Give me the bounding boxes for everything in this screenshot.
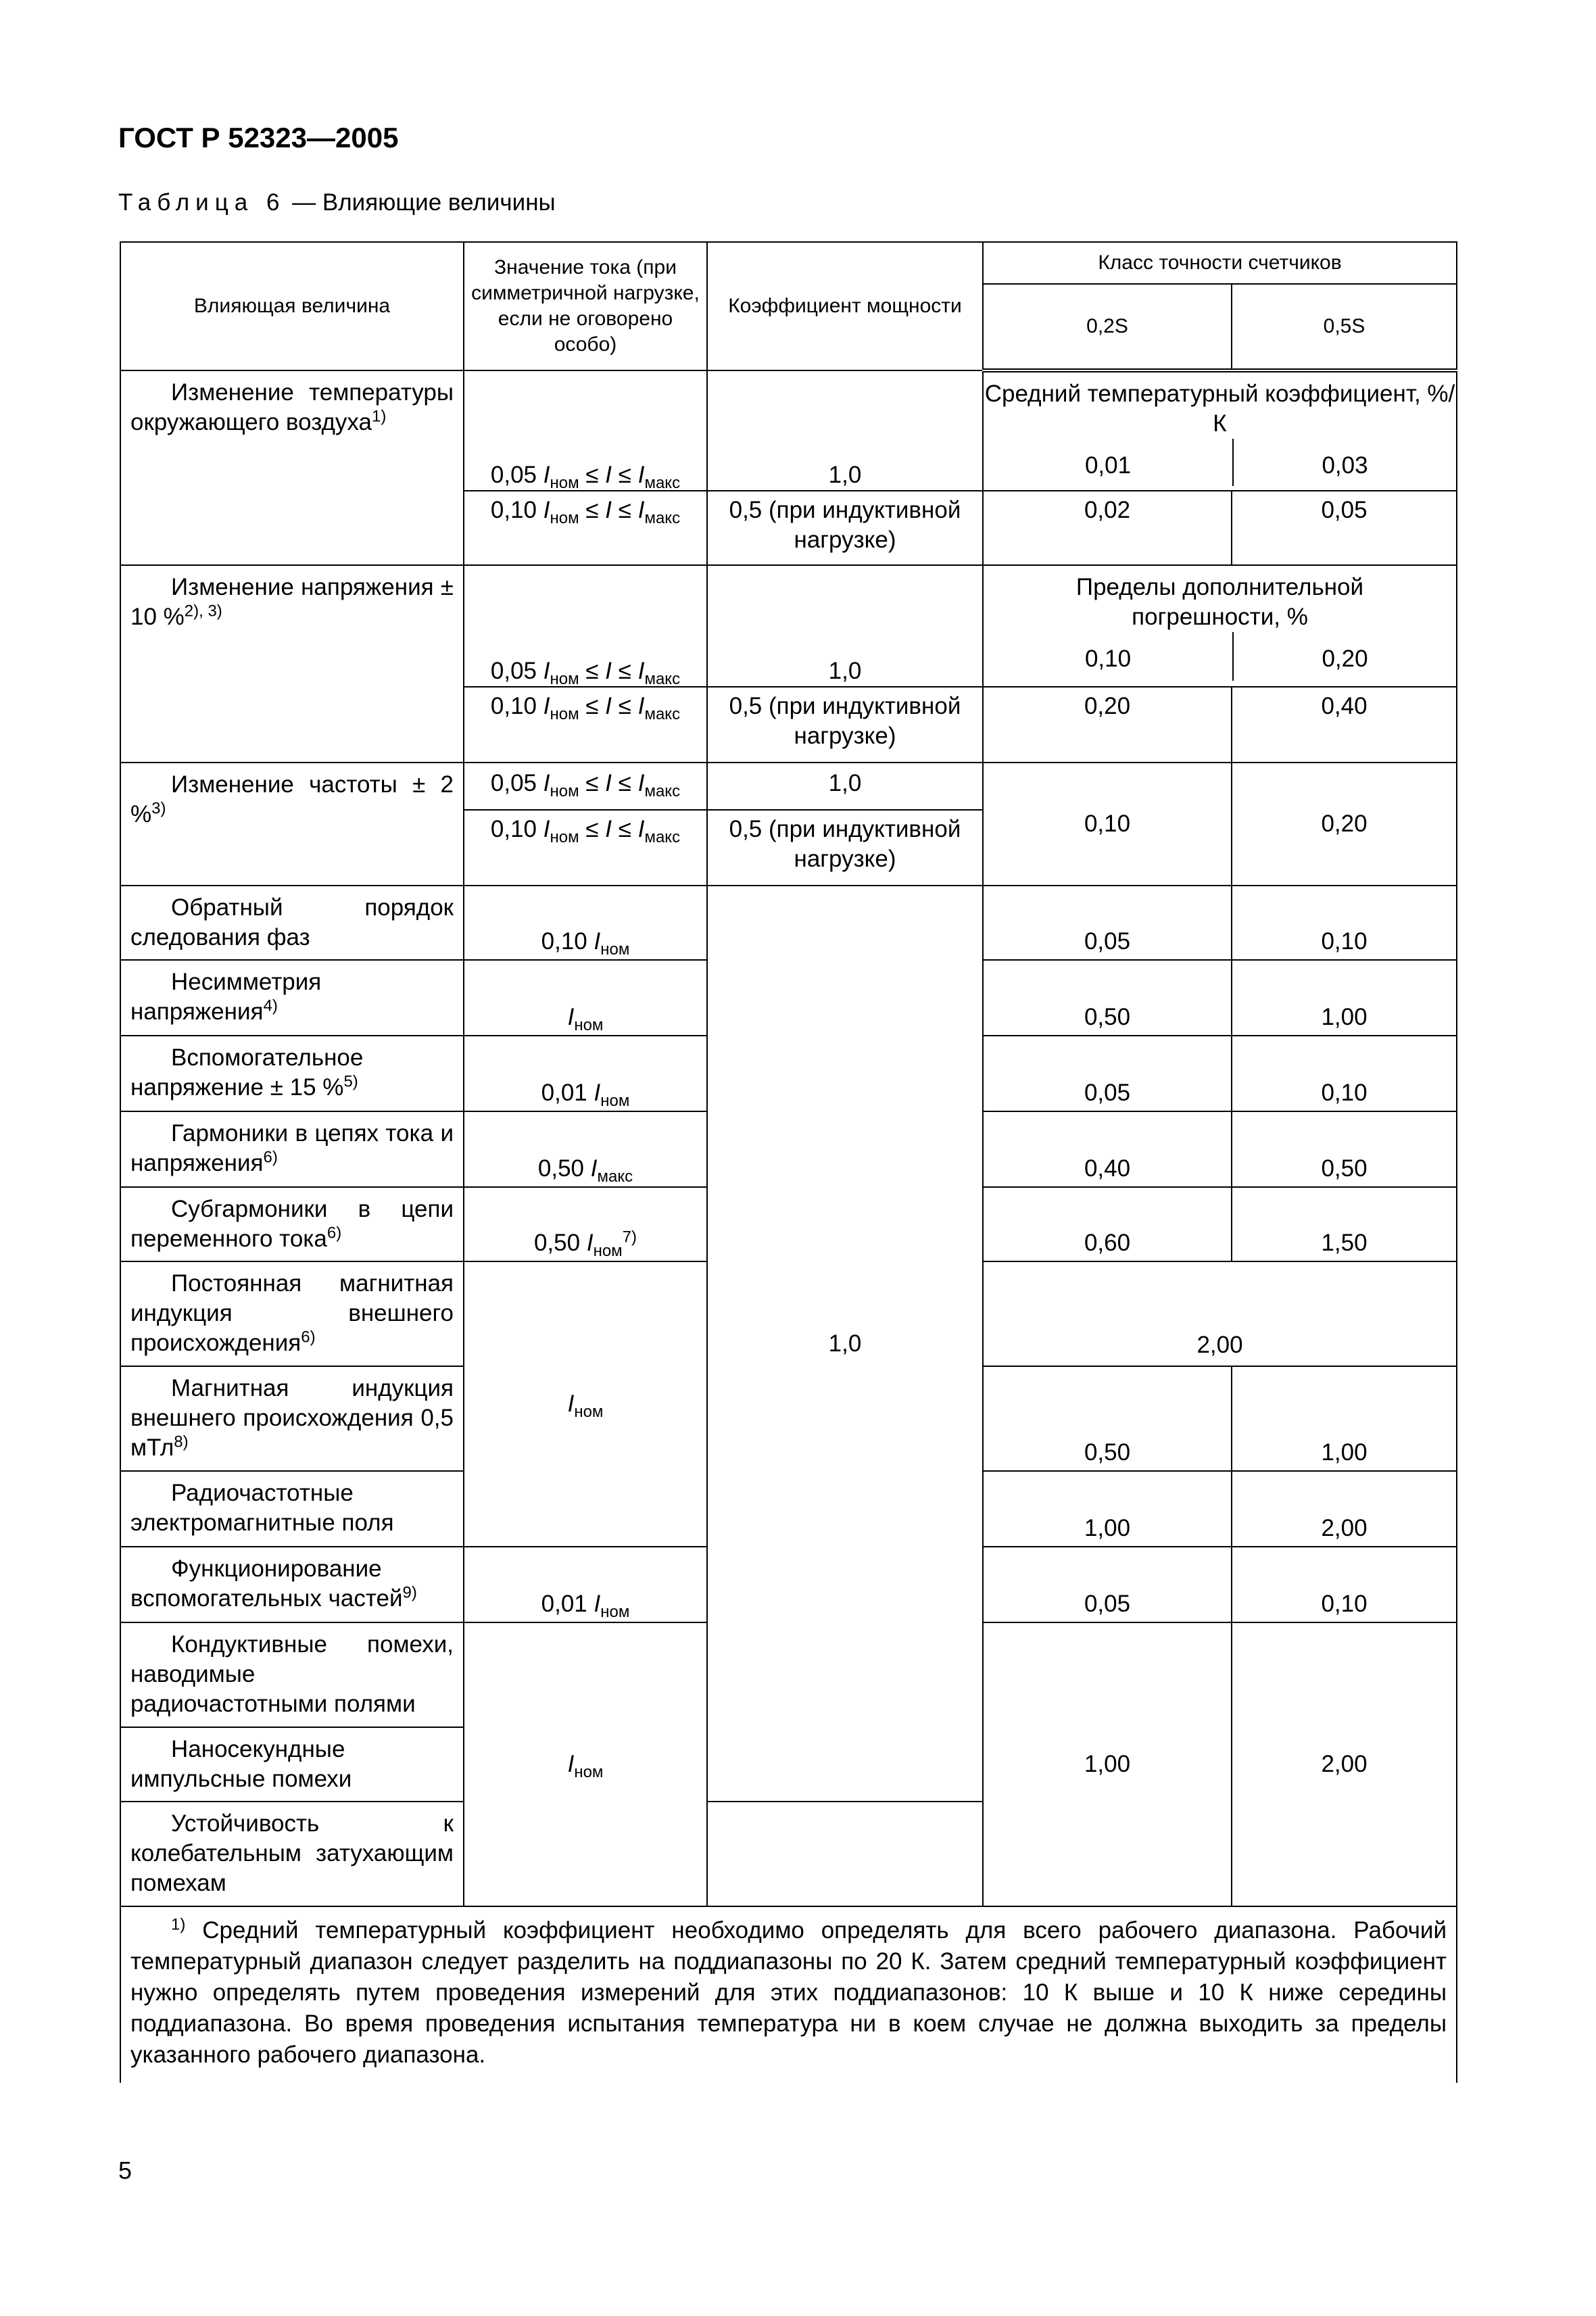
row-nanosecond-name: Наносекундные импульсные помехи [120, 1727, 464, 1802]
row-harmonics-name: Гармоники в цепях тока и напряжения$^{6)}$ [120, 1111, 464, 1187]
ac-magnetic-value-05s: 1,00 [1232, 1366, 1457, 1471]
row-aux-parts-name: Функционирование вспомогательных частей$^{9)}$ [120, 1547, 464, 1622]
emc-value-05s: 2,00 [1232, 1622, 1457, 1906]
subharmonics-value-02s: 0,60 [983, 1187, 1232, 1261]
emc-current: $I_{ном}$ [464, 1622, 707, 1906]
aux-value-02s: 0,05 [983, 1036, 1232, 1111]
voltage-value-05s-1: 0,20 [1322, 646, 1368, 672]
frequency-value-02s: 0,10 [983, 763, 1232, 886]
row-conducted-name: Кондуктивные помехи, наводимые радиочастотными полями [120, 1622, 464, 1727]
temperature-pf-unity: 1,0 [707, 370, 983, 491]
frequency-pf-inductive: 0,5 (при индуктивной нагрузке) [707, 810, 983, 886]
table-caption [118, 189, 556, 216]
document-header: ГОСТ Р 52323—2005 [118, 122, 399, 153]
frequency-value-05s: 0,20 [1232, 763, 1457, 886]
harmonics-current: 0,50 $I_{макс}$ [464, 1111, 707, 1187]
row-frequency-name: Изменение частоты ± 2 %$^{3)}$ [120, 763, 464, 886]
row-oscillatory-name: Устойчивость к колебательным затухающим помехам [120, 1802, 464, 1906]
influence-quantities-table [120, 241, 1457, 2083]
header-class-05s: 0,5S [1232, 284, 1457, 370]
rf-value-02s: 1,00 [983, 1471, 1232, 1547]
asymmetry-value-02s: 0,50 [983, 960, 1232, 1036]
page-number: 5 [118, 2156, 132, 2184]
phase-value-05s: 0,10 [1232, 886, 1457, 960]
ac-magnetic-value-02s: 0,50 [983, 1366, 1232, 1471]
temperature-current-high: 0,10 $I_{ном} \le I \le I_{макс}$ [464, 491, 707, 565]
header-class-02s: 0,2S [983, 284, 1232, 370]
pf-unity-merged: 1,0 [707, 886, 983, 1802]
temperature-current-low: 0,05 $I_{ном} \le I \le I_{макс}$ [464, 370, 707, 491]
header-quantity: Влияющая величина [120, 242, 464, 370]
row-subharmonics-name: Субгармоники в цепи переменного тока$^{6)}$ [120, 1187, 464, 1261]
voltage-error-block [983, 565, 1457, 687]
header-current: Значение тока (при симметричной нагрузке, если не оговорено особо) [464, 242, 707, 370]
subharmonics-value-05s: 1,50 [1232, 1187, 1457, 1261]
temperature-pf-inductive: 0,5 (при индуктивной нагрузке) [707, 491, 983, 565]
temperature-coeff-block [983, 370, 1457, 491]
frequency-current-high: 0,10 $I_{ном} \le I \le I_{макс}$ [464, 810, 707, 886]
harmonics-value-02s: 0,40 [983, 1111, 1232, 1187]
aux-parts-current: 0,01 $I_{ном}$ [464, 1547, 707, 1622]
aux-parts-value-05s: 0,10 [1232, 1547, 1457, 1622]
magnetic-rf-current: $I_{ном}$ [464, 1261, 707, 1547]
voltage-current-low: 0,05 $I_{ном} \le I \le I_{макс}$ [464, 565, 707, 687]
section-additional-error: Пределы дополнительной погрешности, % [1075, 574, 1364, 630]
voltage-value-02s-2: 0,20 [983, 687, 1232, 763]
asymmetry-value-05s: 1,00 [1232, 960, 1457, 1036]
row-dc-magnetic-name: Постоянная магнитная индукция внешнего происхождения$^{6)}$ [120, 1261, 464, 1366]
section-temp-coeff: Средний температурный коэффициент, %/К [984, 381, 1455, 437]
subharmonics-current: 0,50 $I_{ном}^{7)}$ [464, 1187, 707, 1261]
asymmetry-current: $I_{ном}$ [464, 960, 707, 1036]
footnote-1: $^{1)}$ Средний температурный коэффициент необходимо определять для всего рабочего диапазона. Рабочий температурный диапазон следует разделить на поддиапазоны по 20 К. Затем средний температурный коэффициент нужно определять путем проведения измерений для этих поддиапазонов: 10 К выше и 10 К ниже середины поддиапазона. Во время проведения испытания температура ни в коем случае не должна выходить за пределы указанного рабочего диапазона. [120, 1906, 1457, 2083]
voltage-value-05s-2: 0,40 [1232, 687, 1457, 763]
caption-prefix: Таблица 6 [118, 189, 286, 216]
harmonics-value-05s: 0,50 [1232, 1111, 1457, 1187]
voltage-value-02s-1: 0,10 [984, 632, 1234, 681]
emc-value-02s: 1,00 [983, 1622, 1232, 1906]
phase-value-02s: 0,05 [983, 886, 1232, 960]
row-temperature-name: Изменение температуры окружающего воздуха$^{1)}$ [120, 370, 464, 565]
frequency-current-low: 0,05 $I_{ном} \le I \le I_{макс}$ [464, 763, 707, 810]
temp-value-05s-2: 0,05 [1232, 491, 1457, 565]
caption-text: — Влияющие величины [285, 189, 556, 216]
temp-value-02s-2: 0,02 [983, 491, 1232, 565]
aux-current: 0,01 $I_{ном}$ [464, 1036, 707, 1111]
voltage-current-high: 0,10 $I_{ном} \le I \le I_{макс}$ [464, 687, 707, 763]
dc-magnetic-value: 2,00 [983, 1261, 1457, 1366]
temp-value-02s-1: 0,01 [984, 439, 1234, 486]
phase-current: 0,10 $I_{ном}$ [464, 886, 707, 960]
header-power-factor: Коэффициент мощности [707, 242, 983, 370]
aux-parts-value-02s: 0,05 [983, 1547, 1232, 1622]
header-accuracy-class: Класс точности счетчиков [983, 242, 1457, 284]
row-phase-sequence-name: Обратный порядок следования фаз [120, 886, 464, 960]
row-ac-magnetic-name: Магнитная индукция внешнего происхождения 0,5 мТл$^{8)}$ [120, 1366, 464, 1471]
row-aux-voltage-name: Вспомогательное напряжение ± 15 %$^{5)}$ [120, 1036, 464, 1111]
row-asymmetry-name: Несимметрия напряжения$^{4)}$ [120, 960, 464, 1036]
temp-value-05s-1: 0,03 [1322, 452, 1368, 479]
row-voltage-name: Изменение напряжения ± 10 %$^{2), 3)}$ [120, 565, 464, 763]
voltage-pf-unity: 1,0 [707, 565, 983, 687]
voltage-pf-inductive: 0,5 (при индуктивной нагрузке) [707, 687, 983, 763]
rf-value-05s: 2,00 [1232, 1471, 1457, 1547]
frequency-pf-unity: 1,0 [707, 763, 983, 810]
row-rf-fields-name: Радиочастотные электромагнитные поля [120, 1471, 464, 1547]
aux-value-05s: 0,10 [1232, 1036, 1457, 1111]
